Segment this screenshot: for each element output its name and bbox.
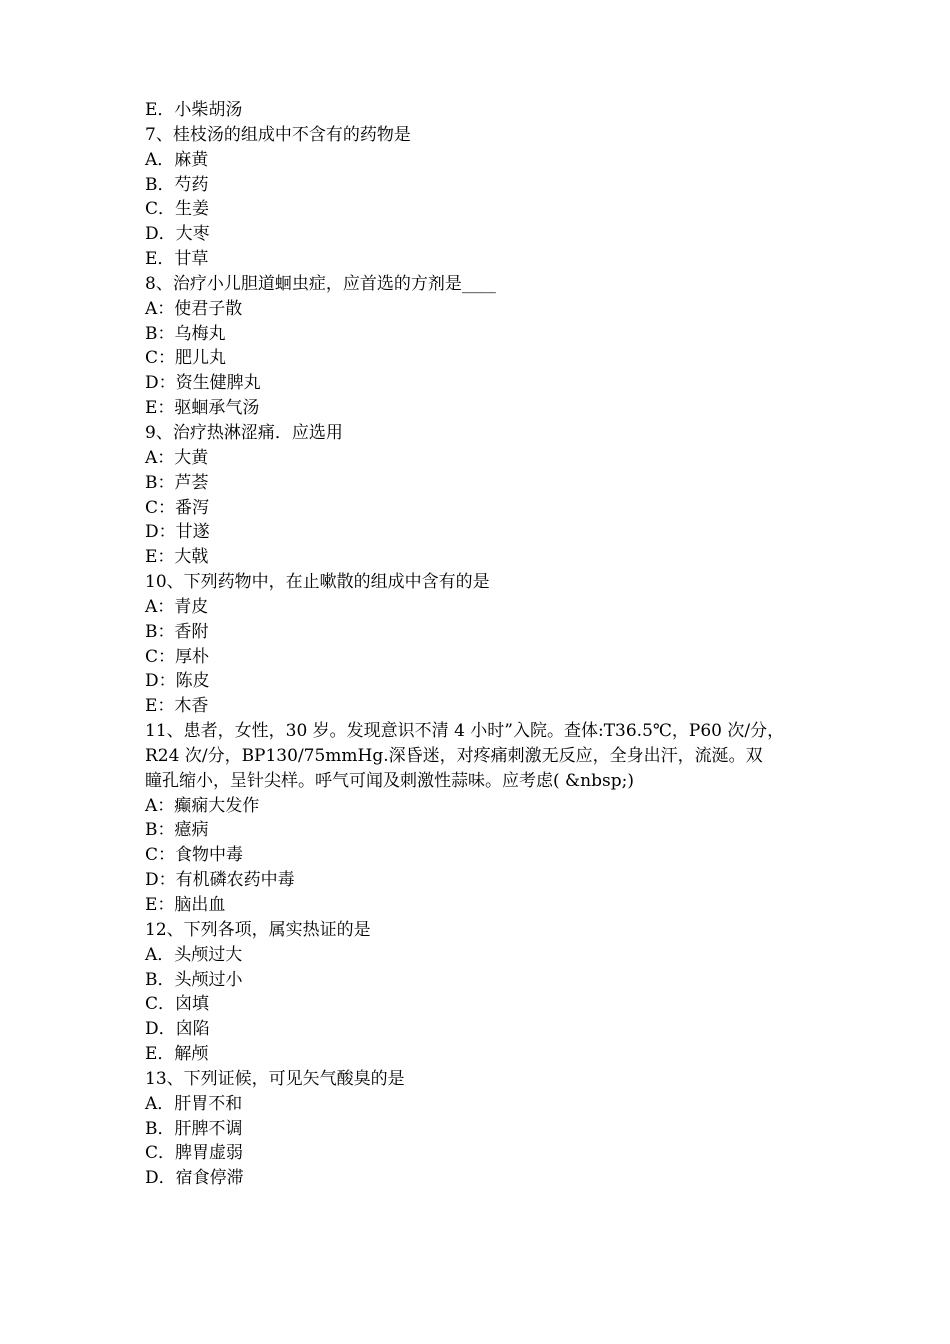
question-line: 12、下列各项，属实热证的是 xyxy=(145,919,371,940)
question-line: 9、治疗热淋涩痛．应选用 xyxy=(145,422,343,443)
option-line: A．麻黄 xyxy=(145,149,209,170)
question-line: 8、治疗小儿胆道蛔虫症，应首选的方剂是____ xyxy=(145,273,496,294)
option-line: E：驱蛔承气汤 xyxy=(145,398,260,419)
question-line: 10、下列药物中，在止嗽散的组成中含有的是 xyxy=(145,572,490,593)
option-line: D：资生健脾丸 xyxy=(145,373,261,394)
option-line: E．解颅 xyxy=(145,1044,209,1065)
option-line: B：癔病 xyxy=(145,820,209,841)
option-line: A：青皮 xyxy=(145,596,209,617)
option-line: A：大黄 xyxy=(145,447,209,468)
question-line: R24 次/分，BP130/75mmHg.深昏迷，对疼痛刺激无反应，全身出汗，流涎。双 xyxy=(145,745,763,766)
option-line: D．大枣 xyxy=(145,224,210,245)
option-line: C．脾胃虚弱 xyxy=(145,1143,244,1164)
option-line: B．头颅过小 xyxy=(145,969,243,990)
option-line: C：食物中毒 xyxy=(145,845,244,866)
option-line: E：大戟 xyxy=(145,547,209,568)
option-line: D．宿食停滞 xyxy=(145,1168,244,1189)
option-line: C．生姜 xyxy=(145,199,210,220)
option-line: C．囟填 xyxy=(145,994,210,1015)
option-line: E：木香 xyxy=(145,696,209,717)
option-line: A．肝胃不和 xyxy=(145,1093,243,1114)
option-line: B．芍药 xyxy=(145,174,209,195)
question-line: 瞳孔缩小，呈针尖样。呼气可闻及刺激性蒜味。应考虑( &nbsp;) xyxy=(145,770,634,791)
option-line: B：乌梅丸 xyxy=(145,323,226,344)
option-line: E．甘草 xyxy=(145,249,209,270)
option-line: B：香附 xyxy=(145,621,209,642)
option-line: B：芦荟 xyxy=(145,472,209,493)
option-line: A．头颅过大 xyxy=(145,944,243,965)
option-line: A：使君子散 xyxy=(145,298,243,319)
option-line: A：癫痫大发作 xyxy=(145,795,260,816)
option-line: C：番泻 xyxy=(145,497,210,518)
option-line: D：陈皮 xyxy=(145,671,210,692)
question-line: 13、下列证候，可见矢气酸臭的是 xyxy=(145,1068,405,1089)
option-line: E：脑出血 xyxy=(145,895,226,915)
question-line: 7、桂枝汤的组成中不含有的药物是 xyxy=(145,124,411,145)
document-page xyxy=(145,98,815,1191)
option-line: D：甘遂 xyxy=(145,522,210,543)
option-line: B．肝脾不调 xyxy=(145,1118,243,1139)
question-line: 11、患者，女性，30 岁。发现意识不清 4 小时”入院。查体:T36.5℃，P60 次/分， xyxy=(145,721,785,742)
option-line: D．囟陷 xyxy=(145,1019,210,1040)
option-line: C：厚朴 xyxy=(145,646,210,667)
option-line: D：有机磷农药中毒 xyxy=(145,870,295,891)
option-line: C：肥儿丸 xyxy=(145,348,227,369)
option-line: E．小柴胡汤 xyxy=(145,100,243,120)
